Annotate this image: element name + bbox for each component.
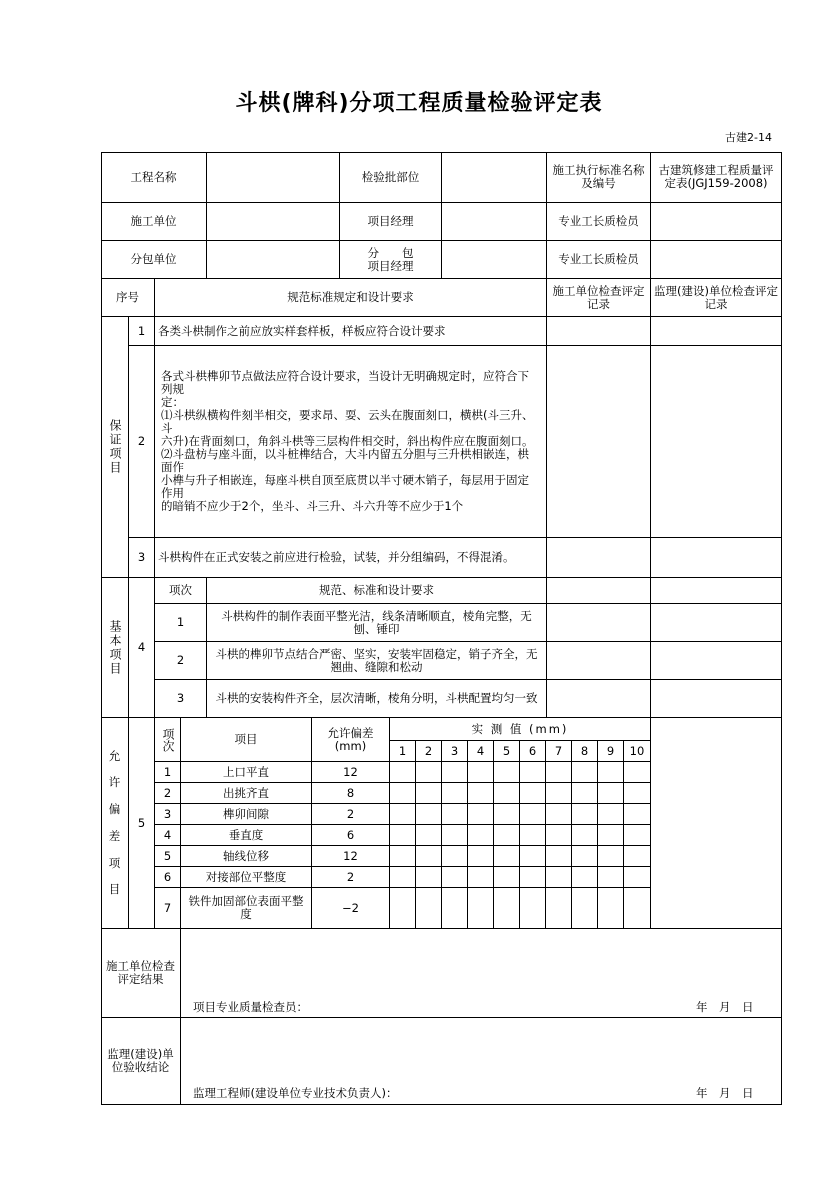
tolerance-row-allow: 2 — [312, 804, 390, 825]
tolerance-row-no: 3 — [155, 804, 181, 825]
tolerance-label-char: 项 — [108, 855, 121, 870]
measured-value-cell[interactable] — [416, 888, 442, 929]
measured-value-cell[interactable] — [624, 762, 651, 783]
measured-value-cell[interactable] — [390, 825, 416, 846]
supervisor-result-label: 监理(建设)单位验收结论 — [101, 1018, 181, 1105]
standard-value: 古建筑修建工程质量评定表(JGJ159-2008) — [651, 152, 782, 203]
measured-value-cell[interactable] — [416, 783, 442, 804]
main-item-1-contractor[interactable] — [547, 317, 651, 346]
general-heading-supervisor[interactable] — [651, 578, 782, 604]
measured-value-cell[interactable] — [520, 867, 546, 888]
general-no: 4 — [129, 578, 155, 718]
inspection-lot-field[interactable] — [442, 152, 547, 203]
measured-value-cell[interactable] — [546, 888, 572, 929]
contractor-record-heading: 施工单位检查评定记录 — [547, 279, 651, 317]
project-name-field[interactable] — [207, 152, 340, 203]
measure-col-number: 7 — [546, 741, 572, 762]
measured-value-cell[interactable] — [598, 846, 624, 867]
measured-value-cell[interactable] — [546, 783, 572, 804]
general-req-col-heading: 规范、标准和设计要求 — [207, 578, 547, 604]
supervisor-record-heading: 监理(建设)单位检查评定记录 — [651, 279, 782, 317]
measured-value-cell[interactable] — [624, 846, 651, 867]
foreman-label: 专业工长质检员 — [547, 203, 651, 241]
contractor-result-label: 施工单位检查评定结果 — [101, 929, 181, 1018]
main-item-1-text: 各类斗栱制作之前应放实样套样板，样板应符合设计要求 — [155, 317, 547, 346]
measured-value-cell[interactable] — [598, 825, 624, 846]
measured-value-cell[interactable] — [442, 867, 468, 888]
tolerance-no: 5 — [129, 718, 155, 929]
measured-value-cell[interactable] — [572, 867, 598, 888]
main-item-3-contractor[interactable] — [547, 538, 651, 578]
measure-col-number: 2 — [416, 741, 442, 762]
sub-manager-label-line2: 项目经理 — [367, 258, 414, 273]
measure-col-number: 9 — [598, 741, 624, 762]
main-item-2-line: 小榫与升子相嵌连，每座斗栱自顶至底贯以半寸硬木销子，每层用于固定作用 — [161, 473, 529, 500]
main-item-3-no: 3 — [129, 538, 155, 578]
main-item-2-line: ⑴斗栱纵横构件刻半相交，要求昂、耍、云头在腹面刻口，横栱(斗三升、斗 — [161, 408, 534, 435]
tolerance-label-char: 偏 — [108, 802, 121, 817]
general-label: 基本项目 — [101, 578, 129, 718]
measured-value-cell[interactable] — [390, 846, 416, 867]
general-item-1-contractor[interactable] — [547, 604, 651, 642]
measured-value-cell[interactable] — [494, 825, 520, 846]
requirements-heading: 规范标准规定和设计要求 — [155, 279, 547, 317]
general-item-3-supervisor[interactable] — [651, 680, 782, 718]
general-item-3-contractor[interactable] — [547, 680, 651, 718]
tolerance-row-name: 上口平直 — [181, 762, 312, 783]
main-item-1-no: 1 — [129, 317, 155, 346]
measured-value-cell[interactable] — [572, 762, 598, 783]
measured-value-cell[interactable] — [468, 888, 494, 929]
measured-value-cell[interactable] — [442, 888, 468, 929]
measured-value-cell[interactable] — [624, 888, 651, 929]
measured-value-cell[interactable] — [572, 846, 598, 867]
main-item-2-line: 定： — [161, 395, 184, 409]
measured-value-cell[interactable] — [572, 783, 598, 804]
tolerance-label-char: 允 — [108, 748, 121, 763]
measured-value-cell[interactable] — [494, 783, 520, 804]
measured-value-cell[interactable] — [416, 846, 442, 867]
measured-value-cell[interactable] — [390, 783, 416, 804]
tolerance-row-no: 2 — [155, 783, 181, 804]
main-item-2-line: 各式斗栱榫卯节点做法应符合设计要求，当设计无明确规定时，应符合下列规 — [161, 369, 529, 396]
main-control-label: 保证项目 — [101, 317, 129, 578]
tolerance-item-col-heading: 项次 — [155, 718, 181, 762]
tolerance-name-col-heading: 项目 — [181, 718, 312, 762]
measure-col-number: 8 — [572, 741, 598, 762]
measured-value-cell[interactable] — [598, 783, 624, 804]
general-item-2-text: 斗栱的榫卯节点结合严密、坚实，安装牢固稳定，销子齐全，无翘曲、缝隙和松动 — [207, 642, 547, 680]
main-item-1-supervisor[interactable] — [651, 317, 782, 346]
measured-value-cell[interactable] — [468, 762, 494, 783]
measured-value-cell[interactable] — [442, 846, 468, 867]
standard-label: 施工执行标准名称及编号 — [547, 152, 651, 203]
tolerance-label — [101, 718, 129, 929]
measured-value-cell[interactable] — [520, 846, 546, 867]
measured-value-cell[interactable] — [442, 762, 468, 783]
tolerance-row-no: 4 — [155, 825, 181, 846]
tolerance-row-no: 1 — [155, 762, 181, 783]
tolerance-row-allow: 8 — [312, 783, 390, 804]
tolerance-allow-col-heading: 允许偏差(mm) — [312, 718, 390, 762]
general-heading-contractor[interactable] — [547, 578, 651, 604]
tolerance-row-allow: 12 — [312, 846, 390, 867]
form-title: 斗栱(牌科)分项工程质量检验评定表 — [235, 91, 603, 116]
measured-value-cell[interactable] — [572, 888, 598, 929]
measured-value-cell[interactable] — [390, 762, 416, 783]
measured-value-cell[interactable] — [520, 783, 546, 804]
measured-value-cell[interactable] — [416, 804, 442, 825]
general-item-3-text: 斗栱的安装构件齐全，层次清晰，棱角分明，斗栱配置均匀一致 — [207, 680, 547, 718]
measured-value-cell[interactable] — [390, 888, 416, 929]
seq-heading: 序号 — [101, 279, 155, 317]
supervisor-date: 年 月 日 — [696, 1086, 754, 1100]
measured-value-cell[interactable] — [546, 762, 572, 783]
measured-value-cell[interactable] — [494, 846, 520, 867]
tolerance-row-allow: −2 — [312, 888, 390, 929]
tolerance-row-no: 5 — [155, 846, 181, 867]
general-item-2-supervisor[interactable] — [651, 642, 782, 680]
general-item-1-no: 1 — [155, 604, 207, 642]
measured-value-cell[interactable] — [624, 804, 651, 825]
tolerance-row-name: 对接部位平整度 — [181, 867, 312, 888]
measured-value-cell[interactable] — [494, 804, 520, 825]
form-code: 古建2-14 — [725, 131, 772, 144]
measured-value-cell[interactable] — [468, 804, 494, 825]
tolerance-row-allow: 12 — [312, 762, 390, 783]
subcontractor-label: 分包单位 — [101, 241, 207, 279]
measured-value-cell[interactable] — [468, 825, 494, 846]
tolerance-measured-heading: 实 测 值 (mm) — [390, 718, 651, 741]
measured-value-cell[interactable] — [546, 846, 572, 867]
measured-value-cell[interactable] — [598, 762, 624, 783]
general-item-2-no: 2 — [155, 642, 207, 680]
main-item-2-supervisor[interactable] — [651, 346, 782, 538]
measured-value-cell[interactable] — [520, 804, 546, 825]
project-name-label: 工程名称 — [101, 152, 207, 203]
measure-col-number: 3 — [442, 741, 468, 762]
main-item-2-text — [155, 346, 547, 538]
measured-value-cell[interactable] — [520, 888, 546, 929]
contractor-label: 施工单位 — [101, 203, 207, 241]
foreman-field[interactable] — [651, 203, 782, 241]
measured-value-cell[interactable] — [598, 888, 624, 929]
measured-value-cell[interactable] — [624, 867, 651, 888]
main-item-2-contractor[interactable] — [547, 346, 651, 538]
measured-value-cell[interactable] — [520, 762, 546, 783]
measured-value-cell[interactable] — [442, 804, 468, 825]
tolerance-row-name: 出挑齐直 — [181, 783, 312, 804]
measured-value-cell[interactable] — [442, 825, 468, 846]
contractor-date: 年 月 日 — [696, 1000, 754, 1014]
contractor-field[interactable] — [207, 203, 340, 241]
measure-col-number: 10 — [624, 741, 651, 762]
general-item-3-no: 3 — [155, 680, 207, 718]
tolerance-label-char: 许 — [108, 775, 121, 790]
tolerance-row-no: 6 — [155, 867, 181, 888]
foreman-field-2[interactable] — [651, 241, 782, 279]
inspection-lot-label: 检验批部位 — [340, 152, 442, 203]
tolerance-row-no: 7 — [155, 888, 181, 929]
main-item-2-no: 2 — [129, 346, 155, 538]
tolerance-row-name: 垂直度 — [181, 825, 312, 846]
main-item-2-line: 的暗销不应少于2个，坐斗、斗三升、斗六升等不应少于1个 — [161, 499, 464, 513]
general-item-1-text: 斗栱构件的制作表面平整光洁，线条清晰顺直，棱角完整，无刨、锤印 — [207, 604, 547, 642]
sub-manager-label — [340, 241, 442, 279]
measured-value-cell[interactable] — [572, 804, 598, 825]
tolerance-row-name: 铁件加固部位表面平整度 — [181, 888, 312, 929]
project-manager-field[interactable] — [442, 203, 547, 241]
measured-value-cell[interactable] — [520, 825, 546, 846]
measure-col-number: 5 — [494, 741, 520, 762]
measured-value-cell[interactable] — [572, 825, 598, 846]
measured-value-cell[interactable] — [546, 825, 572, 846]
measured-value-cell[interactable] — [546, 867, 572, 888]
inspector-signature-label: 项目专业质量检查员： — [193, 1000, 308, 1014]
tolerance-label-char: 差 — [108, 828, 121, 843]
tolerance-row-name: 轴线位移 — [181, 846, 312, 867]
measured-value-cell[interactable] — [468, 846, 494, 867]
measured-value-cell[interactable] — [624, 825, 651, 846]
measured-value-cell[interactable] — [624, 783, 651, 804]
tolerance-row-name: 榫卯间隙 — [181, 804, 312, 825]
measured-value-cell[interactable] — [468, 783, 494, 804]
measured-value-cell[interactable] — [416, 867, 442, 888]
tolerance-label-char: 目 — [108, 882, 121, 897]
measure-col-number: 1 — [390, 741, 416, 762]
measured-value-cell[interactable] — [390, 867, 416, 888]
measured-value-cell[interactable] — [598, 804, 624, 825]
measure-col-number: 6 — [520, 741, 546, 762]
sub-manager-field[interactable] — [442, 241, 547, 279]
measured-value-cell[interactable] — [494, 762, 520, 783]
measured-value-cell[interactable] — [546, 804, 572, 825]
general-item-col-heading: 项次 — [155, 578, 207, 604]
measured-value-cell[interactable] — [468, 867, 494, 888]
main-item-2-line: 六升)在背面刻口，角斜斗栱等三层构件相交时，斜出构件应在腹面刻口。 — [161, 434, 534, 448]
main-item-2-line: ⑵斗盘枋与座斗面，以斗桩榫结合，大斗内留五分胆与三升栱相嵌连，栱面作 — [161, 447, 529, 474]
sub-manager-label-line1: 分 包 — [367, 245, 414, 260]
measure-col-number: 4 — [468, 741, 494, 762]
measured-value-cell[interactable] — [390, 804, 416, 825]
general-item-2-contractor[interactable] — [547, 642, 651, 680]
tolerance-side-blank — [651, 718, 782, 929]
measured-value-cell[interactable] — [442, 783, 468, 804]
measured-value-cell[interactable] — [494, 888, 520, 929]
foreman-label-2: 专业工长质检员 — [547, 241, 651, 279]
measured-value-cell[interactable] — [494, 867, 520, 888]
tolerance-row-allow: 6 — [312, 825, 390, 846]
measured-value-cell[interactable] — [416, 762, 442, 783]
project-manager-label: 项目经理 — [340, 203, 442, 241]
measured-value-cell[interactable] — [416, 825, 442, 846]
measured-value-cell[interactable] — [598, 867, 624, 888]
engineer-signature-label: 监理工程师(建设单位专业技术负责人)： — [193, 1086, 398, 1100]
main-item-3-supervisor[interactable] — [651, 538, 782, 578]
main-item-3-text: 斗栱构件在正式安装之前应进行检验，试装，并分组编码，不得混淆。 — [155, 538, 547, 578]
tolerance-row-allow: 2 — [312, 867, 390, 888]
general-item-1-supervisor[interactable] — [651, 604, 782, 642]
subcontractor-field[interactable] — [207, 241, 340, 279]
